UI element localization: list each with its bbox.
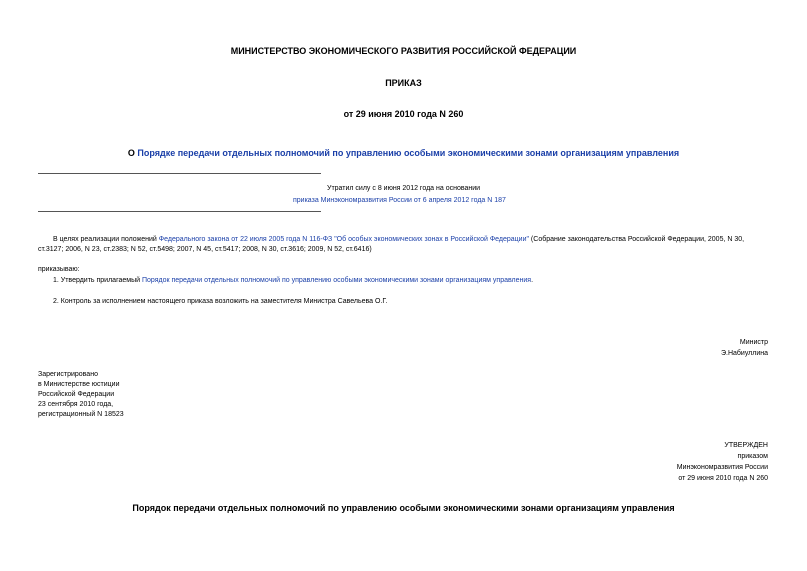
intro-paragraph	[53, 235, 744, 245]
divider-top	[38, 173, 321, 174]
item-1-suffix: .	[531, 277, 534, 284]
registration-line: в Министерстве юстиции	[38, 381, 120, 388]
item-2: 2. Контроль за исполнением настоящего приказа возложить на заместителя Министра Савельева О.Г.	[53, 298, 388, 305]
status-note-link[interactable]: приказа Минэкономразвития России от 6 апреля 2012 года N 187	[293, 197, 506, 204]
doc-title-link[interactable]: Порядке передачи отдельных полномочий по управлению особыми экономическими зонами организациям управления	[137, 148, 680, 158]
divider-bottom	[38, 211, 321, 212]
doc-title-prefix: О	[127, 148, 138, 158]
registration-line: 23 сентября 2010 года,	[38, 401, 114, 408]
doc-type-heading: ПРИКАЗ	[385, 78, 422, 88]
approval-line: приказом	[737, 453, 768, 460]
intro-prefix: В целях реализации положений	[53, 236, 159, 243]
order-word: приказываю:	[38, 266, 80, 273]
approval-line: Минэкономразвития России	[676, 464, 768, 471]
doc-title	[0, 148, 807, 158]
intro-suffix: (Собрание законодательства Российской Федерации, 2005, N 30,	[528, 236, 745, 243]
ministry-heading: МИНИСТЕРСТВО ЭКОНОМИЧЕСКОГО РАЗВИТИЯ РОССИЙСКОЙ ФЕДЕРАЦИИ	[230, 46, 577, 56]
doc-date-heading: от 29 июня 2010 года N 260	[343, 109, 464, 119]
status-note-line1: Утратил силу с 8 июня 2012 года на основании	[327, 185, 481, 192]
signature-name: Э.Набиуллина	[720, 350, 768, 357]
registration-line: регистрационный N 18523	[38, 411, 124, 418]
approval-line: УТВЕРЖДЕН	[724, 442, 768, 449]
federal-law-link[interactable]: Федерального закона от 22 июля 2005 года N 116-ФЗ "Об особых экономических зонах в Российской Федерации"	[158, 236, 529, 243]
procedure-link[interactable]: Порядок передачи отдельных полномочий по управлению особыми экономическими зонами организациям управления	[141, 277, 532, 284]
item-1-prefix: 1. Утвердить прилагаемый	[53, 277, 142, 284]
registration-line: Зарегистрировано	[38, 371, 98, 378]
appendix-title: Порядок передачи отдельных полномочий по управлению особыми экономическими зонами организациям управления	[132, 503, 675, 513]
approval-line: от 29 июня 2010 года N 260	[678, 475, 768, 482]
registration-line: Российской Федерации	[38, 391, 115, 398]
signature-position: Министр	[739, 339, 768, 346]
intro-line2: ст.3127; 2006, N 23, ст.2383; N 52, ст.5498; 2007, N 45, ст.5417; 2008, N 30, ст.3616; 2009, N 52, ст.6416)	[38, 246, 372, 253]
item-1	[53, 276, 533, 286]
